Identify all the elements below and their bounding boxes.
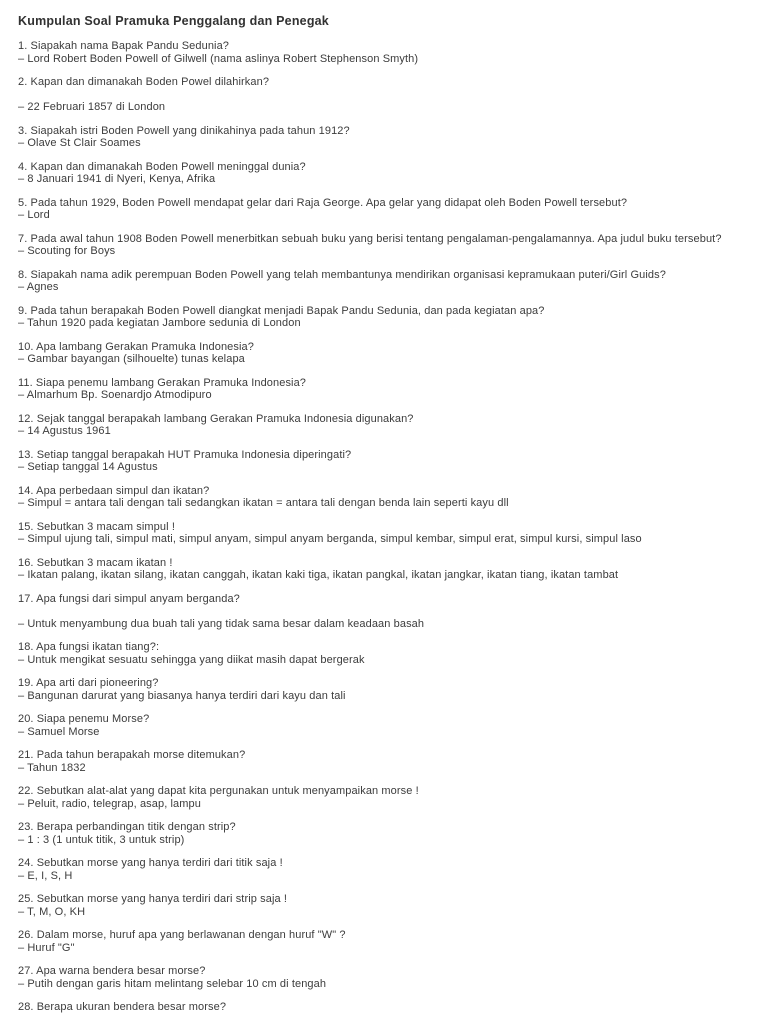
question-line: 27. Apa warna bendera besar morse? [18, 965, 206, 977]
qa-item [18, 557, 750, 582]
answer-line: – Peluit, radio, telegrap, asap, lampu [18, 797, 201, 810]
qa-item [18, 521, 750, 546]
answer-line: – 14 Agustus 1961 [18, 425, 111, 437]
question-line: 20. Siapa penemu Morse? [18, 713, 150, 725]
answer-line: – Samuel Morse [18, 725, 100, 738]
question-line: 5. Pada tahun 1929, Boden Powell mendapat gelar dari Raja George. Apa gelar yang didapat oleh Boden Powell tersebut? [18, 196, 628, 209]
blank-line [18, 605, 750, 618]
question-line: 10. Apa lambang Gerakan Pramuka Indonesia? [18, 340, 254, 353]
answer-line: – 22 Februari 1857 di London [18, 101, 166, 113]
question-line: 2. Kapan dan dimanakah Boden Powel dilahirkan? [18, 76, 270, 88]
answer-line: – Untuk menyambung dua buah tali yang tidak sama besar dalam keadaan basah [18, 617, 425, 630]
answer-line: – 8 Januari 1941 di Nyeri, Kenya, Afrika [18, 173, 216, 185]
answer-line: – T, M, O, KH [18, 905, 86, 918]
qa-item [18, 821, 750, 846]
question-line: 4. Kapan dan dimanakah Boden Powell meninggal dunia? [18, 160, 306, 173]
qa-item [18, 485, 750, 510]
qa-item [18, 749, 750, 774]
qa-item [18, 641, 750, 666]
qa-item [18, 713, 750, 738]
qa-item [18, 161, 750, 186]
qa-item [18, 1001, 750, 1014]
question-line: 15. Sebutkan 3 macam simpul ! [18, 520, 175, 533]
question-line: 21. Pada tahun berapakah morse ditemukan? [18, 749, 246, 761]
answer-line: – Putih dengan garis hitam melintang selebar 10 cm di tengah [18, 977, 327, 990]
question-line: 24. Sebutkan morse yang hanya terdiri dari titik saja ! [18, 857, 283, 869]
answer-line: – Simpul = antara tali dengan tali sedangkan ikatan = antara tali dengan benda lain seperti kayu dll [18, 497, 509, 509]
answer-line: – Almarhum Bp. Soenardjo Atmodipuro [18, 389, 212, 401]
answer-line: – Huruf "G" [18, 941, 75, 954]
question-line: 8. Siapakah nama adik perempuan Boden Powell yang telah membantunya mendirikan organisasi kepramukaan puteri/Girl Guids? [18, 268, 666, 281]
qa-item [18, 893, 750, 918]
question-line: 1. Siapakah nama Bapak Pandu Sedunia? [18, 40, 230, 52]
answer-line: – Simpul ujung tali, simpul mati, simpul anyam, simpul anyam berganda, simpul kembar, simpul erat, simpul kursi, simpul laso [18, 533, 642, 545]
answer-line: – Lord Robert Boden Powell of Gilwell (nama aslinya Robert Stephenson Smyth) [18, 52, 419, 65]
qa-item [18, 965, 750, 990]
answer-line: – Untuk mengikat sesuatu sehingga yang diikat masih dapat bergerak [18, 653, 365, 666]
question-line: 12. Sejak tanggal berapakah lambang Gerakan Pramuka Indonesia digunakan? [18, 412, 414, 425]
answer-line: – Setiap tanggal 14 Agustus [18, 461, 158, 473]
question-line: 23. Berapa perbandingan titik dengan strip? [18, 821, 236, 833]
question-line: 16. Sebutkan 3 macam ikatan ! [18, 556, 173, 569]
answer-line: – Tahun 1920 pada kegiatan Jambore sedunia di London [18, 317, 301, 329]
qa-item [18, 76, 750, 114]
qa-item [18, 377, 750, 402]
qa-item [18, 197, 750, 222]
qa-item [18, 785, 750, 810]
answer-line: – E, I, S, H [18, 869, 73, 882]
qa-item [18, 677, 750, 702]
question-line: 11. Siapa penemu lambang Gerakan Pramuka Indonesia? [18, 376, 307, 389]
question-line: 7. Pada awal tahun 1908 Boden Powell menerbitkan sebuah buku yang berisi tentang pengalaman-pengalamannya. Apa judul buku tersebut? [18, 232, 722, 245]
qa-item [18, 305, 750, 330]
question-line: 19. Apa arti dari pioneering? [18, 677, 159, 689]
qa-item [18, 233, 750, 258]
answer-line: – Lord [18, 209, 50, 221]
qa-item [18, 341, 750, 366]
blank-line [18, 89, 750, 102]
answer-line: – Bangunan darurat yang biasanya hanya terdiri dari kayu dan tali [18, 689, 346, 702]
question-line: 18. Apa fungsi ikatan tiang?: [18, 641, 160, 653]
qa-item [18, 929, 750, 954]
qa-item [18, 857, 750, 882]
question-line: 17. Apa fungsi dari simpul anyam berganda? [18, 592, 240, 605]
page-title: Kumpulan Soal Pramuka Penggalang dan Penegak [18, 14, 329, 28]
qa-item [18, 40, 750, 65]
answer-line: – Scouting for Boys [18, 245, 116, 257]
question-line: 14. Apa perbedaan simpul dan ikatan? [18, 484, 210, 497]
question-line: 25. Sebutkan morse yang hanya terdiri dari strip saja ! [18, 893, 288, 905]
answer-line: – Tahun 1832 [18, 761, 86, 774]
qa-item [18, 269, 750, 294]
answer-line: – Olave St Clair Soames [18, 137, 141, 149]
qa-item [18, 593, 750, 631]
question-line: 26. Dalam morse, huruf apa yang berlawanan dengan huruf "W" ? [18, 929, 346, 941]
question-line: 3. Siapakah istri Boden Powell yang dinikahinya pada tahun 1912? [18, 124, 350, 137]
question-line: 28. Berapa ukuran bendera besar morse? [18, 1001, 227, 1013]
question-line: 22. Sebutkan alat-alat yang dapat kita pergunakan untuk menyampaikan morse ! [18, 785, 419, 797]
qa-list [18, 40, 750, 1014]
answer-line: – Ikatan palang, ikatan silang, ikatan canggah, ikatan kaki tiga, ikatan pangkal, ikatan jangkar, ikatan tiang, ikatan tambat [18, 569, 619, 581]
question-line: 13. Setiap tanggal berapakah HUT Pramuka Indonesia diperingati? [18, 448, 352, 461]
qa-item [18, 413, 750, 438]
answer-line: – Gambar bayangan (silhouelte) tunas kelapa [18, 353, 245, 365]
answer-line: – Agnes [18, 281, 59, 293]
answer-line: – 1 : 3 (1 untuk titik, 3 untuk strip) [18, 833, 185, 846]
qa-item [18, 449, 750, 474]
qa-item [18, 125, 750, 150]
question-line: 9. Pada tahun berapakah Boden Powell diangkat menjadi Bapak Pandu Sedunia, dan pada kegiatan apa? [18, 304, 545, 317]
